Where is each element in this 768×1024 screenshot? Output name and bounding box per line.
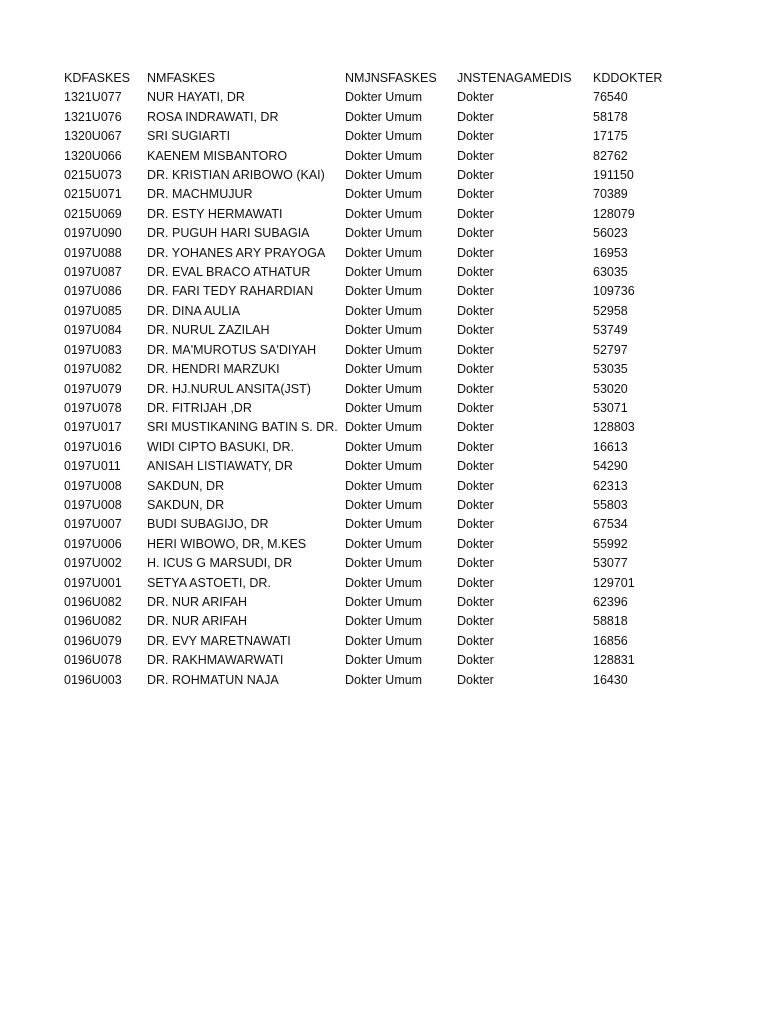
- cell-nmjnsfaskes: Dokter Umum: [345, 90, 423, 105]
- cell-nmfaskes: DR. KRISTIAN ARIBOWO (KAI): [147, 168, 325, 183]
- cell-jnstenagamedis: Dokter: [457, 633, 494, 648]
- cell-nmfaskes: DR. NURUL ZAZILAH: [147, 323, 270, 338]
- cell-nmjnsfaskes: Dokter Umum: [345, 265, 423, 280]
- table-row: [64, 632, 744, 651]
- header-kddokter: KDDOKTER: [593, 71, 663, 85]
- cell-nmfaskes: BUDI SUBAGIJO, DR: [147, 517, 269, 532]
- cell-kddokter: 128803: [593, 420, 635, 435]
- cell-kdfaskes: 0197U008: [64, 478, 122, 493]
- cell-nmjnsfaskes: Dokter Umum: [345, 303, 423, 318]
- cell-kdfaskes: 0197U001: [64, 575, 122, 590]
- cell-jnstenagamedis: Dokter: [457, 90, 494, 105]
- table-row: [64, 438, 744, 457]
- cell-nmjnsfaskes: Dokter Umum: [345, 653, 423, 668]
- table-row: [64, 671, 744, 690]
- cell-kdfaskes: 0197U086: [64, 284, 122, 299]
- cell-nmfaskes: ROSA INDRAWATI, DR: [147, 109, 279, 124]
- cell-nmjnsfaskes: Dokter Umum: [345, 536, 423, 551]
- cell-kdfaskes: 0197U083: [64, 342, 122, 357]
- cell-kddokter: 53077: [593, 556, 628, 571]
- cell-nmjnsfaskes: Dokter Umum: [345, 168, 423, 183]
- cell-jnstenagamedis: Dokter: [457, 517, 494, 532]
- header-nmjnsfaskes: NMJNSFASKES: [345, 71, 437, 85]
- cell-nmfaskes: DR. DINA AULIA: [147, 303, 241, 318]
- cell-kddokter: 70389: [593, 187, 628, 202]
- cell-nmjnsfaskes: Dokter Umum: [345, 206, 423, 221]
- table-row: [64, 574, 744, 593]
- cell-kddokter: 55992: [593, 536, 628, 551]
- cell-kddokter: 16430: [593, 672, 628, 687]
- cell-nmfaskes: SAKDUN, DR: [147, 478, 225, 493]
- table-row: [64, 515, 744, 534]
- cell-nmjnsfaskes: Dokter Umum: [345, 439, 423, 454]
- cell-kddokter: 55803: [593, 497, 628, 512]
- table-row: [64, 360, 744, 379]
- cell-kddokter: 53035: [593, 362, 628, 377]
- cell-kdfaskes: 0197U082: [64, 362, 122, 377]
- table-row: [64, 263, 744, 282]
- cell-kdfaskes: 0197U006: [64, 536, 122, 551]
- cell-jnstenagamedis: Dokter: [457, 400, 494, 415]
- cell-nmfaskes: DR. EVY MARETNAWATI: [147, 633, 291, 648]
- table-row: [64, 321, 744, 340]
- table-row: [64, 282, 744, 301]
- cell-kdfaskes: 0196U078: [64, 653, 122, 668]
- cell-jnstenagamedis: Dokter: [457, 536, 494, 551]
- cell-jnstenagamedis: Dokter: [457, 323, 494, 338]
- cell-nmfaskes: SETYA ASTOETI, DR.: [147, 575, 271, 590]
- cell-nmjnsfaskes: Dokter Umum: [345, 187, 423, 202]
- cell-nmjnsfaskes: Dokter Umum: [345, 323, 423, 338]
- cell-kddokter: 58818: [593, 614, 628, 629]
- cell-kdfaskes: 0215U071: [64, 187, 122, 202]
- cell-jnstenagamedis: Dokter: [457, 439, 494, 454]
- cell-kddokter: 76540: [593, 90, 628, 105]
- cell-kddokter: 128079: [593, 206, 635, 221]
- cell-nmjnsfaskes: Dokter Umum: [345, 284, 423, 299]
- cell-kdfaskes: 0196U082: [64, 594, 122, 609]
- cell-nmfaskes: ANISAH LISTIAWATY, DR: [147, 459, 293, 474]
- cell-jnstenagamedis: Dokter: [457, 245, 494, 260]
- table-header-row: [64, 69, 744, 88]
- table-row: [64, 535, 744, 554]
- cell-kddokter: 53020: [593, 381, 628, 396]
- cell-kddokter: 129701: [593, 575, 635, 590]
- table-row: [64, 496, 744, 515]
- cell-kdfaskes: 0197U017: [64, 420, 122, 435]
- cell-nmjnsfaskes: Dokter Umum: [345, 497, 423, 512]
- cell-nmfaskes: DR. MACHMUJUR: [147, 187, 253, 202]
- cell-jnstenagamedis: Dokter: [457, 614, 494, 629]
- cell-kdfaskes: 0215U073: [64, 168, 122, 183]
- table-row: [64, 380, 744, 399]
- cell-nmfaskes: SRI MUSTIKANING BATIN S. DR.: [147, 420, 338, 435]
- cell-kddokter: 63035: [593, 265, 628, 280]
- cell-nmfaskes: DR. EVAL BRACO ATHATUR: [147, 265, 311, 280]
- cell-nmfaskes: DR. MA'MUROTUS SA'DIYAH: [147, 342, 317, 357]
- cell-nmfaskes: DR. NUR ARIFAH: [147, 614, 248, 629]
- cell-kdfaskes: 1320U066: [64, 148, 122, 163]
- doctor-table: [64, 69, 744, 690]
- cell-nmfaskes: WIDI CIPTO BASUKI, DR.: [147, 439, 295, 454]
- cell-kddokter: 128831: [593, 653, 635, 668]
- table-row: [64, 651, 744, 670]
- cell-jnstenagamedis: Dokter: [457, 478, 494, 493]
- cell-nmjnsfaskes: Dokter Umum: [345, 556, 423, 571]
- cell-kddokter: 62313: [593, 478, 628, 493]
- cell-nmjnsfaskes: Dokter Umum: [345, 517, 423, 532]
- cell-kddokter: 58178: [593, 109, 628, 124]
- cell-jnstenagamedis: Dokter: [457, 206, 494, 221]
- cell-kddokter: 53071: [593, 400, 628, 415]
- cell-kddokter: 16953: [593, 245, 628, 260]
- cell-nmjnsfaskes: Dokter Umum: [345, 245, 423, 260]
- table-row: [64, 341, 744, 360]
- cell-jnstenagamedis: Dokter: [457, 168, 494, 183]
- table-row: [64, 302, 744, 321]
- cell-nmfaskes: DR. YOHANES ARY PRAYOGA: [147, 245, 326, 260]
- header-jnstenagamedis: JNSTENAGAMEDIS: [457, 71, 572, 85]
- cell-kddokter: 53749: [593, 323, 628, 338]
- cell-kdfaskes: 1321U077: [64, 90, 122, 105]
- cell-nmjnsfaskes: Dokter Umum: [345, 459, 423, 474]
- cell-jnstenagamedis: Dokter: [457, 342, 494, 357]
- cell-kddokter: 62396: [593, 594, 628, 609]
- cell-kddokter: 191150: [593, 168, 634, 183]
- cell-jnstenagamedis: Dokter: [457, 265, 494, 280]
- cell-nmjnsfaskes: Dokter Umum: [345, 226, 423, 241]
- cell-nmjnsfaskes: Dokter Umum: [345, 575, 423, 590]
- cell-nmfaskes: SRI SUGIARTI: [147, 129, 231, 144]
- cell-jnstenagamedis: Dokter: [457, 594, 494, 609]
- cell-nmfaskes: DR. ESTY HERMAWATI: [147, 206, 283, 221]
- cell-kdfaskes: 0197U078: [64, 400, 122, 415]
- cell-jnstenagamedis: Dokter: [457, 575, 494, 590]
- table-row: [64, 185, 744, 204]
- cell-kdfaskes: 0196U082: [64, 614, 122, 629]
- cell-kdfaskes: 0197U085: [64, 303, 122, 318]
- cell-kddokter: 54290: [593, 459, 628, 474]
- cell-nmfaskes: DR. HJ.NURUL ANSITA(JST): [147, 381, 311, 396]
- header-nmfaskes: NMFASKES: [147, 71, 216, 85]
- cell-nmjnsfaskes: Dokter Umum: [345, 400, 423, 415]
- cell-nmjnsfaskes: Dokter Umum: [345, 672, 423, 687]
- cell-jnstenagamedis: Dokter: [457, 381, 494, 396]
- cell-nmjnsfaskes: Dokter Umum: [345, 478, 423, 493]
- cell-kdfaskes: 0197U011: [64, 459, 121, 474]
- cell-kdfaskes: 0215U069: [64, 206, 122, 221]
- cell-jnstenagamedis: Dokter: [457, 420, 494, 435]
- cell-jnstenagamedis: Dokter: [457, 148, 494, 163]
- cell-nmjnsfaskes: Dokter Umum: [345, 148, 423, 163]
- cell-kdfaskes: 0197U002: [64, 556, 122, 571]
- cell-nmjnsfaskes: Dokter Umum: [345, 129, 423, 144]
- table-row: [64, 108, 744, 127]
- table-row: [64, 205, 744, 224]
- cell-nmfaskes: NUR HAYATI, DR: [147, 90, 245, 105]
- cell-nmfaskes: KAENEM MISBANTORO: [147, 148, 288, 163]
- cell-nmjnsfaskes: Dokter Umum: [345, 594, 423, 609]
- cell-nmjnsfaskes: Dokter Umum: [345, 381, 423, 396]
- cell-kddokter: 16613: [593, 439, 628, 454]
- cell-nmfaskes: DR. ROHMATUN NAJA: [147, 672, 279, 687]
- cell-nmfaskes: HERI WIBOWO, DR, M.KES: [147, 536, 307, 551]
- cell-kddokter: 52958: [593, 303, 628, 318]
- table-row: [64, 147, 744, 166]
- cell-kdfaskes: 0197U084: [64, 323, 122, 338]
- table-row: [64, 166, 744, 185]
- cell-nmjnsfaskes: Dokter Umum: [345, 362, 423, 377]
- table-row: [64, 224, 744, 243]
- cell-jnstenagamedis: Dokter: [457, 284, 494, 299]
- cell-kddokter: 67534: [593, 517, 628, 532]
- cell-jnstenagamedis: Dokter: [457, 226, 494, 241]
- cell-jnstenagamedis: Dokter: [457, 109, 494, 124]
- cell-kdfaskes: 0197U007: [64, 517, 122, 532]
- cell-kddokter: 109736: [593, 284, 635, 299]
- cell-kdfaskes: 0196U079: [64, 633, 122, 648]
- cell-nmfaskes: DR. RAKHMAWARWATI: [147, 653, 284, 668]
- cell-nmjnsfaskes: Dokter Umum: [345, 614, 423, 629]
- cell-jnstenagamedis: Dokter: [457, 303, 494, 318]
- cell-jnstenagamedis: Dokter: [457, 497, 494, 512]
- table-row: [64, 127, 744, 146]
- cell-kdfaskes: 0197U016: [64, 439, 122, 454]
- table-row: [64, 244, 744, 263]
- header-kdfaskes: KDFASKES: [64, 71, 130, 85]
- cell-jnstenagamedis: Dokter: [457, 459, 494, 474]
- cell-kdfaskes: 0197U008: [64, 497, 122, 512]
- cell-nmfaskes: H. ICUS G MARSUDI, DR: [147, 556, 293, 571]
- cell-kddokter: 16856: [593, 633, 628, 648]
- table-body: [64, 88, 744, 690]
- table-row: [64, 418, 744, 437]
- cell-nmjnsfaskes: Dokter Umum: [345, 342, 423, 357]
- cell-jnstenagamedis: Dokter: [457, 556, 494, 571]
- cell-kddokter: 17175: [593, 129, 628, 144]
- cell-nmfaskes: SAKDUN, DR: [147, 497, 225, 512]
- cell-nmfaskes: DR. FARI TEDY RAHARDIAN: [147, 284, 314, 299]
- table-row: [64, 457, 744, 476]
- cell-kdfaskes: 1320U067: [64, 129, 122, 144]
- cell-kddokter: 56023: [593, 226, 628, 241]
- cell-jnstenagamedis: Dokter: [457, 187, 494, 202]
- table-row: [64, 593, 744, 612]
- cell-kddokter: 82762: [593, 148, 628, 163]
- cell-nmfaskes: DR. HENDRI MARZUKI: [147, 362, 280, 377]
- cell-nmjnsfaskes: Dokter Umum: [345, 420, 423, 435]
- cell-kdfaskes: 0197U079: [64, 381, 122, 396]
- table-row: [64, 612, 744, 631]
- cell-kdfaskes: 0197U087: [64, 265, 122, 280]
- table-row: [64, 399, 744, 418]
- cell-kdfaskes: 0197U088: [64, 245, 122, 260]
- cell-nmfaskes: DR. PUGUH HARI SUBAGIA: [147, 226, 310, 241]
- cell-nmjnsfaskes: Dokter Umum: [345, 109, 423, 124]
- cell-kdfaskes: 0196U003: [64, 672, 122, 687]
- cell-jnstenagamedis: Dokter: [457, 362, 494, 377]
- cell-kdfaskes: 1321U076: [64, 109, 122, 124]
- cell-jnstenagamedis: Dokter: [457, 653, 494, 668]
- cell-nmfaskes: DR. FITRIJAH ,DR: [147, 400, 252, 415]
- doctor-table-sheet: [64, 69, 744, 690]
- table-row: [64, 477, 744, 496]
- cell-nmjnsfaskes: Dokter Umum: [345, 633, 423, 648]
- cell-nmfaskes: DR. NUR ARIFAH: [147, 594, 248, 609]
- cell-jnstenagamedis: Dokter: [457, 672, 494, 687]
- table-row: [64, 88, 744, 107]
- cell-kdfaskes: 0197U090: [64, 226, 122, 241]
- table-row: [64, 554, 744, 573]
- cell-jnstenagamedis: Dokter: [457, 129, 494, 144]
- cell-kddokter: 52797: [593, 342, 628, 357]
